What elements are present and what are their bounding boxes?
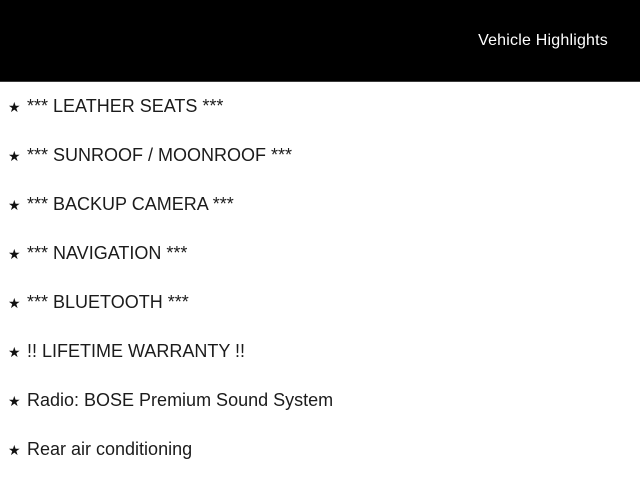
item-label: *** BLUETOOTH *** xyxy=(27,292,189,312)
item-label: *** BACKUP CAMERA *** xyxy=(27,194,234,214)
list-item xyxy=(0,278,640,327)
list-item xyxy=(0,180,640,229)
star-icon: ★ xyxy=(8,442,21,458)
item-label: *** SUNROOF / MOONROOF *** xyxy=(27,145,293,165)
header-bar xyxy=(0,0,640,82)
star-icon: ★ xyxy=(8,148,21,164)
item-label: !! LIFETIME WARRANTY !! xyxy=(27,341,246,361)
star-icon: ★ xyxy=(8,393,21,409)
item-label: Rear air conditioning xyxy=(27,439,193,459)
item-label: *** NAVIGATION *** xyxy=(27,243,188,263)
list-item xyxy=(0,82,640,131)
list-item xyxy=(0,425,640,474)
star-icon: ★ xyxy=(8,99,21,115)
star-icon: ★ xyxy=(8,246,21,262)
list-item xyxy=(0,327,640,376)
highlights-list xyxy=(0,82,640,474)
list-item xyxy=(0,229,640,278)
item-label: Radio: BOSE Premium Sound System xyxy=(27,390,334,410)
page-title: Vehicle Highlights xyxy=(478,31,608,49)
item-label: *** LEATHER SEATS *** xyxy=(27,96,224,116)
star-icon: ★ xyxy=(8,344,21,360)
star-icon: ★ xyxy=(8,197,21,213)
list-item xyxy=(0,131,640,180)
star-icon: ★ xyxy=(8,295,21,311)
list-item xyxy=(0,376,640,425)
